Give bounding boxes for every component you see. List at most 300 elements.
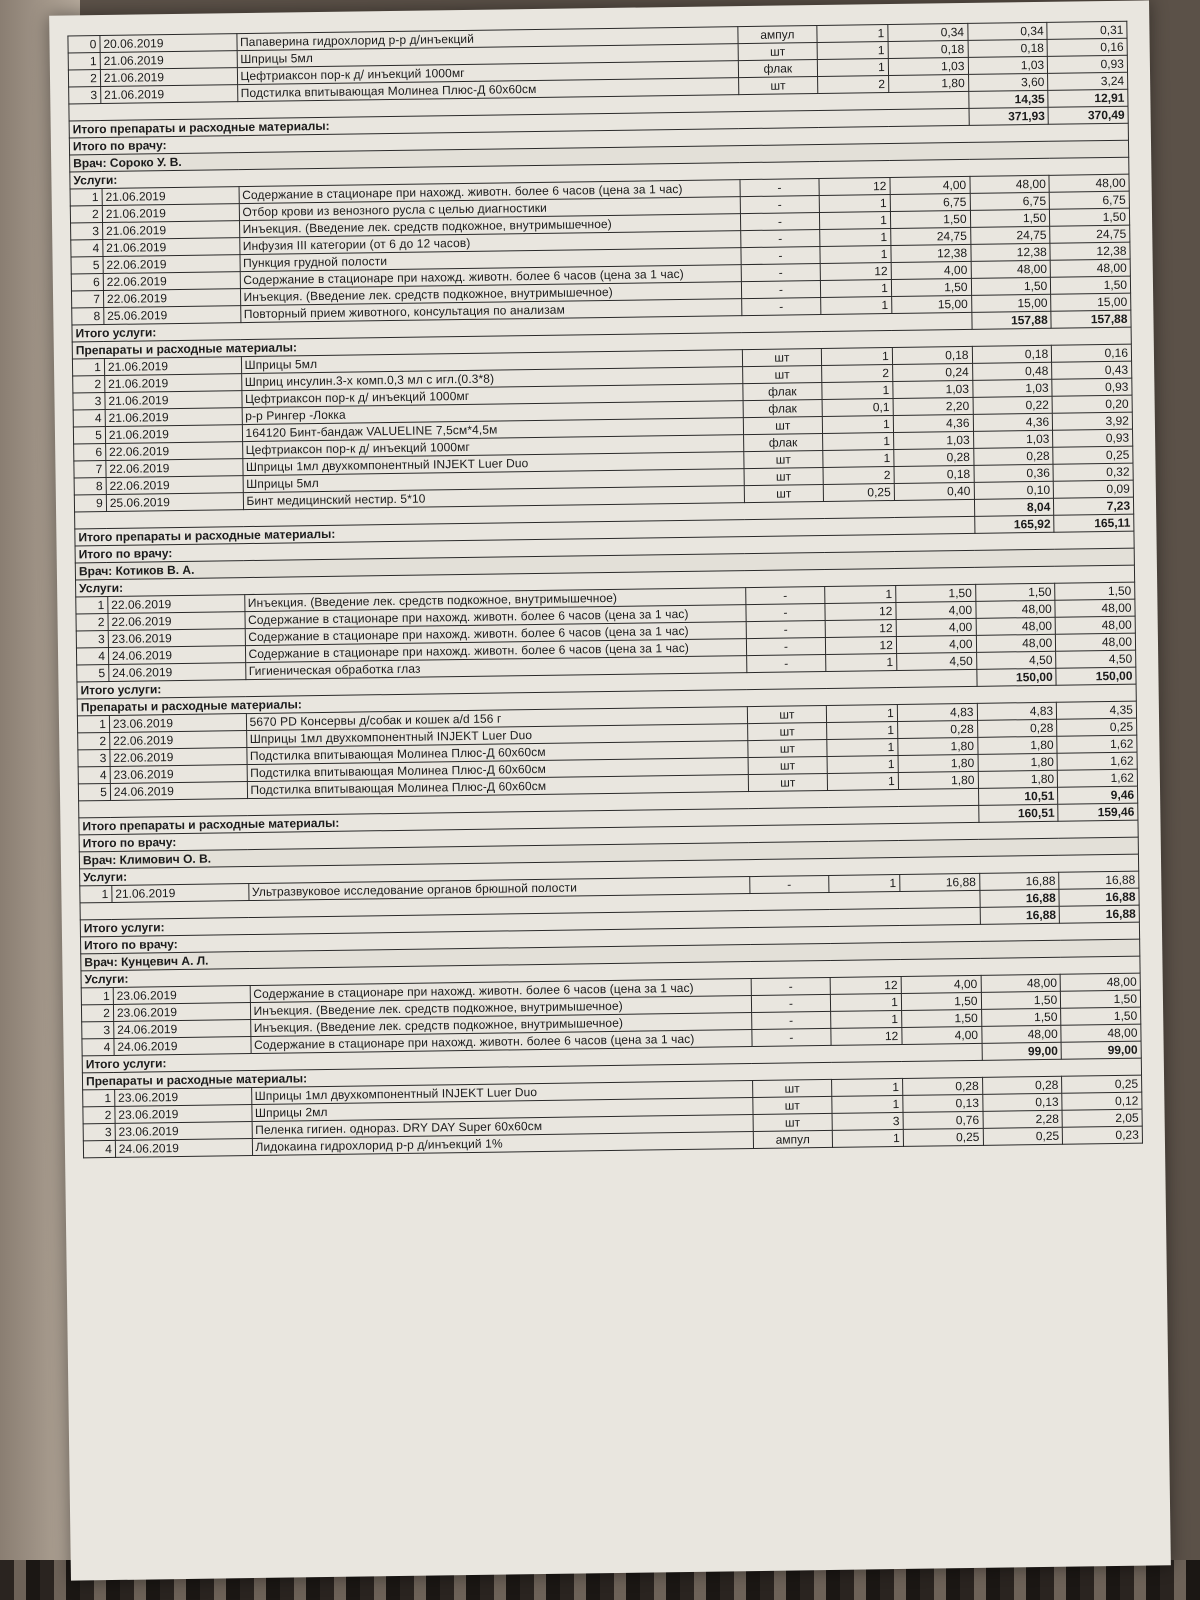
row-pay: 1,50 [1051,276,1131,294]
row-pay: 24,75 [1050,225,1130,243]
row-price: 2,20 [893,397,973,415]
row-quantity: 1 [820,229,891,247]
row-unit: флак [743,433,823,451]
row-index: 4 [83,1140,115,1157]
doctor-total-label: Итого по врачу: [75,531,1134,563]
row-sum: 3,60 [968,73,1048,91]
row-index: 1 [80,885,112,902]
row-unit: - [746,654,826,672]
row-price: 1,50 [901,1009,981,1027]
row-price: 1,50 [890,210,970,228]
row-index: 3 [73,393,105,410]
row-index: 3 [69,87,101,104]
row-price: 24,75 [891,227,971,245]
services-total-sum: 99,00 [982,1042,1062,1060]
row-quantity: 2 [818,76,889,94]
row-name: Лидокаина гидрохлорид р-р д/инъекций 1% [252,1132,753,1156]
row-index: 2 [73,376,105,393]
row-pay: 0,16 [1052,344,1132,362]
row-sum: 1,50 [971,277,1051,295]
row-index: 2 [78,732,110,749]
row-pay: 0,93 [1053,429,1133,447]
row-name: Шприц инсулин.3-х комп.0,3 мл с игл.(0.3*8) [241,367,742,391]
row-index: 1 [76,596,108,613]
services-total-pay: 157,88 [1051,310,1131,328]
row-index: 1 [68,53,100,70]
services-total-pay: 150,00 [1056,667,1136,685]
row-unit: шт [753,1113,833,1131]
row-price: 1,80 [888,74,968,92]
row-price: 0,25 [903,1128,983,1146]
row-pay: 6,75 [1049,191,1129,209]
row-unit: - [740,196,820,214]
row-pay: 0,25 [1062,1075,1142,1093]
row-pay: 48,00 [1055,599,1135,617]
row-price: 6,75 [890,193,970,211]
services-total-pay: 16,88 [1059,905,1139,923]
materials-heading-label: Препараты и расходные материалы: [82,1058,1141,1090]
row-quantity: 12 [820,263,891,281]
row-sum: 1,50 [981,991,1061,1009]
row-date: 23.06.2019 [109,714,246,733]
row-price: 0,40 [894,482,974,500]
row-price: 0,18 [894,465,974,483]
materials-subtotal-pay: 9,46 [1058,786,1138,804]
row-date: 21.06.2019 [105,391,242,410]
row-name: Отбор крови из венозного русла с целью диагностики [239,197,740,221]
row-name: Цефтриаксон пор-к д/ инъекций 1000мг [237,61,738,85]
row-unit: флак [742,382,822,400]
row-quantity: 1 [823,450,894,468]
row-price: 4,83 [897,703,977,721]
row-sum: 0,22 [973,396,1053,414]
row-index: 3 [78,749,110,766]
row-date: 24.06.2019 [115,1139,252,1158]
row-date: 21.06.2019 [112,884,249,903]
row-name: Инъекция. (Введение лек. средств подкожное, внутримышечное) [250,996,751,1020]
row-quantity: 1 [817,25,888,43]
row-date: 21.06.2019 [102,204,239,223]
row-index: 1 [72,359,104,376]
row-pay: 2,05 [1062,1109,1142,1127]
row-quantity: 1 [819,195,890,213]
row-price: 4,50 [896,652,976,670]
row-price: 1,80 [898,737,978,755]
row-price: 0,28 [894,448,974,466]
row-sum: 48,00 [981,974,1061,992]
row-quantity: 2 [823,467,894,485]
row-quantity: 1 [820,212,891,230]
row-sum: 1,80 [978,770,1058,788]
row-index: 9 [74,495,106,512]
row-date: 21.06.2019 [100,85,237,104]
row-pay: 48,00 [1050,259,1130,277]
row-unit: - [745,603,825,621]
row-name: Инъекция. (Введение лек. средств подкожное, внутримышечное) [244,588,745,612]
row-date: 21.06.2019 [102,221,239,240]
row-unit: - [740,179,820,197]
row-sum: 0,13 [982,1093,1062,1111]
row-sum: 24,75 [970,226,1050,244]
row-date: 22.06.2019 [110,731,247,750]
row-name: Гигиеническая обработка глаз [245,656,746,680]
row-name: Подстилка впитывающая Молинеа Плюс-Д 60х60см [247,758,748,782]
row-pay: 48,00 [1049,174,1129,192]
row-index: 5 [78,783,110,800]
row-name: Содержание в стационаре при нахожд. животн. более 6 часов (цена за 1 час) [240,265,741,289]
row-date: 25.06.2019 [104,306,241,325]
services-total-label: Итого услуги: [80,907,980,937]
row-name: Шприцы 5мл [241,350,742,374]
row-date: 23.06.2019 [113,1003,250,1022]
row-index: 2 [76,613,108,630]
row-price: 15,00 [891,295,971,313]
row-price: 16,88 [900,873,980,891]
row-date: 22.06.2019 [106,459,243,478]
row-unit: - [749,875,829,893]
row-unit: - [740,213,820,231]
row-unit: - [751,1028,831,1046]
row-pay: 1,62 [1057,752,1137,770]
row-index: 6 [71,274,103,291]
row-index: 2 [70,206,102,223]
row-price: 12,38 [891,244,971,262]
row-index: 2 [83,1106,115,1123]
services-heading-label: Услуги: [70,157,1129,189]
row-unit: - [745,586,825,604]
row-quantity: 1 [825,585,896,603]
row-index: 7 [71,291,103,308]
row-pay: 3,24 [1048,72,1128,90]
services-total-label: Итого услуги: [77,669,977,699]
row-price: 0,24 [892,363,972,381]
row-name: Шприцы 2мл [251,1098,752,1122]
row-unit: шт [738,77,818,95]
row-pay: 4,50 [1056,650,1136,668]
row-index: 3 [71,223,103,240]
row-unit: шт [747,722,827,740]
row-unit: шт [752,1079,832,1097]
doctor-header-label: Врач: Климович О. В. [79,837,1138,869]
materials-heading-label: Препараты и расходные материалы: [77,684,1136,716]
row-unit: шт [748,773,828,791]
row-quantity: 12 [825,619,896,637]
row-sum: 15,00 [971,294,1051,312]
row-name: Инъекция. (Введение лек. средств подкожное, внутримышечное) [240,282,741,306]
row-unit: шт [743,416,823,434]
row-date: 25.06.2019 [106,493,243,512]
row-index: 1 [77,715,109,732]
row-index: 1 [81,987,113,1004]
row-price: 0,28 [902,1077,982,1095]
row-pay: 0,25 [1053,446,1133,464]
row-price: 1,50 [896,584,976,602]
row-name: Повторный прием животного, консультация по анализам [240,299,741,323]
row-quantity: 2 [822,365,893,383]
row-date: 23.06.2019 [115,1122,252,1141]
row-date: 24.06.2019 [108,646,245,665]
row-date: 21.06.2019 [103,238,240,257]
row-quantity: 1 [823,433,894,451]
row-unit: ампул [753,1130,833,1148]
row-name: Содержание в стационаре при нахожд. животн. более 6 часов (цена за 1 час) [239,180,740,204]
row-date: 20.06.2019 [100,34,237,53]
row-price: 1,50 [891,278,971,296]
row-index: 1 [70,189,102,206]
row-sum: 16,88 [979,872,1059,890]
row-index: 5 [73,427,105,444]
row-unit: - [746,637,826,655]
row-price: 1,80 [898,754,978,772]
row-date: 22.06.2019 [105,442,242,461]
row-name: Содержание в стационаре при нахожд. животн. более 6 часов (цена за 1 час) [245,639,746,663]
row-name: Цефтриаксон пор-к д/ инъекций 1000мг [242,435,743,459]
row-name: Содержание в стационаре при нахожд. животн. более 6 часов (цена за 1 час) [244,605,745,629]
row-price: 1,03 [893,431,973,449]
doctor-total-label: Итого по врачу: [79,820,1138,852]
row-date: 24.06.2019 [114,1020,251,1039]
row-date: 24.06.2019 [110,782,247,801]
row-unit: - [740,230,820,248]
row-sum: 12,38 [970,243,1050,261]
row-name: р-р Рингер -Локка [242,401,743,425]
row-name: 5670 PD Консервы д/собак и кошек a/d 156 г [246,707,747,731]
row-quantity: 1 [829,874,900,892]
row-pay: 0,25 [1057,718,1137,736]
row-sum: 0,18 [968,39,1048,57]
row-sum: 1,80 [978,753,1058,771]
row-pay: 3,92 [1053,412,1133,430]
row-price: 1,50 [901,992,981,1010]
materials-total-sum: 165,92 [974,515,1054,533]
row-price: 4,36 [893,414,973,432]
row-pay: 0,93 [1048,55,1128,73]
row-quantity: 1 [827,704,898,722]
materials-heading-label: Препараты и расходные материалы: [72,327,1131,359]
row-sum: 0,28 [982,1076,1062,1094]
materials-total-pay: 165,11 [1054,514,1134,532]
row-pay: 1,62 [1057,735,1137,753]
row-price: 4,00 [901,975,981,993]
row-sum: 0,18 [972,345,1052,363]
row-sum: 1,03 [973,430,1053,448]
row-sum: 1,50 [975,583,1055,601]
services-total-sum: 157,88 [971,311,1051,329]
row-date: 21.06.2019 [105,408,242,427]
services-subtotal-pay: 16,88 [1059,888,1139,906]
top-items-subtotal-pay: 12,91 [1048,89,1128,107]
row-quantity: 0,1 [822,399,893,417]
row-date: 22.06.2019 [110,748,247,767]
row-name: Инъекция. (Введение лек. средств подкожное, внутримышечное) [239,214,740,238]
row-date: 21.06.2019 [102,187,239,206]
row-name: Подстилка впитывающая Молинеа Плюс-Д 60х60см [246,741,747,765]
row-price: 4,00 [896,635,976,653]
services-heading-label: Услуги: [80,854,1139,886]
row-price: 0,18 [892,346,972,364]
row-date: 22.06.2019 [103,255,240,274]
row-date: 21.06.2019 [104,357,241,376]
row-quantity: 0,25 [823,484,894,502]
row-date: 24.06.2019 [114,1037,251,1056]
row-sum: 0,10 [974,481,1054,499]
row-date: 23.06.2019 [115,1105,252,1124]
row-pay: 1,50 [1061,1007,1141,1025]
row-date: 22.06.2019 [103,272,240,291]
row-date: 23.06.2019 [115,1088,252,1107]
row-quantity: 1 [826,653,897,671]
row-name: Подстилка впитывающая Молинеа Плюс-Д 60х60см [237,78,738,102]
row-pay: 0,93 [1052,378,1132,396]
row-sum: 48,00 [976,617,1056,635]
services-heading-label: Услуги: [81,956,1140,988]
row-price: 1,03 [888,57,968,75]
row-date: 21.06.2019 [100,68,237,87]
row-quantity: 1 [828,772,899,790]
row-pay: 48,00 [1056,633,1136,651]
row-pay: 1,62 [1058,769,1138,787]
row-sum: 6,75 [970,192,1050,210]
row-index: 4 [71,240,103,257]
row-date: 22.06.2019 [103,289,240,308]
row-pay: 0,43 [1052,361,1132,379]
row-name: Пункция грудной полости [239,248,740,272]
row-quantity: 1 [833,1129,904,1147]
row-date: 21.06.2019 [105,374,242,393]
row-unit: - [751,977,831,995]
top-materials-total-pay: 370,49 [1048,106,1128,124]
row-name: Шприцы 5мл [243,469,744,493]
top-materials-total-sum: 371,93 [969,107,1049,125]
row-index: 0 [68,36,100,53]
row-price: 4,00 [890,176,970,194]
row-quantity: 1 [831,1010,902,1028]
row-index: 5 [71,257,103,274]
row-name: Подстилка впитывающая Молинеа Плюс-Д 60х60см [247,775,748,799]
row-quantity: 1 [821,297,892,315]
top-materials-total-label: Итого препараты и расходные материалы: [69,108,969,138]
row-name: Содержание в стационаре при нахожд. животн. более 6 часов (цена за 1 час) [250,1030,751,1054]
row-pay: 16,88 [1059,871,1139,889]
row-sum: 0,25 [983,1127,1063,1145]
row-sum: 1,80 [977,736,1057,754]
row-name: Папаверина гидрохлорид р-р д/инъекций [236,27,737,51]
row-unit: - [740,247,820,265]
row-price: 0,13 [903,1094,983,1112]
row-quantity: 1 [827,721,898,739]
doctor-total-label: Итого по врачу: [80,922,1139,954]
row-index: 2 [68,70,100,87]
row-unit: - [746,620,826,638]
row-sum: 0,28 [977,719,1057,737]
row-unit: - [751,994,831,1012]
top-items-subtotal-sum: 14,35 [968,90,1048,108]
invoice-table [67,21,1143,1159]
row-unit: шт [747,705,827,723]
row-name: Шприцы 1мл двухкомпонентный INJEKT Luer Duo [242,452,743,476]
row-quantity: 1 [823,416,894,434]
row-quantity: 1 [821,280,892,298]
row-unit: флак [738,60,818,78]
row-quantity: 1 [822,382,893,400]
doctor-header-label: Врач: Сороко У. В. [70,140,1129,172]
row-sum: 48,00 [976,634,1056,652]
row-name: Шприцы 1мл двухкомпонентный INJEKT Luer Duo [251,1081,752,1105]
row-pay: 48,00 [1061,1024,1141,1042]
row-pay: 4,35 [1057,701,1137,719]
row-unit: шт [742,366,822,384]
row-index: 3 [76,630,108,647]
row-name: Инфузия III категории (от 6 до 12 часов) [239,231,740,255]
row-quantity: 1 [827,738,898,756]
row-index: 5 [77,664,109,681]
row-sum: 48,00 [975,600,1055,618]
doctor-header-label: Врач: Котиков В. А. [75,548,1134,580]
row-sum: 48,00 [970,175,1050,193]
row-pay: 0,32 [1053,463,1133,481]
row-unit: шт [744,467,824,485]
materials-subtotal-sum: 8,04 [974,498,1054,516]
row-index: 4 [82,1038,114,1055]
row-sum: 2,28 [983,1110,1063,1128]
row-index: 8 [72,308,104,325]
row-pay: 1,50 [1061,990,1141,1008]
row-quantity: 1 [832,1078,903,1096]
row-unit: - [741,281,821,299]
row-sum: 0,28 [973,447,1053,465]
row-sum: 1,50 [981,1008,1061,1026]
row-sum: 0,48 [972,362,1052,380]
materials-total-pay: 159,46 [1058,803,1138,821]
row-unit: шт [747,739,827,757]
row-sum: 4,36 [973,413,1053,431]
row-quantity: 1 [831,993,902,1011]
row-price: 0,18 [888,40,968,58]
row-price: 4,00 [896,601,976,619]
row-pay: 0,16 [1047,38,1127,56]
row-name: Пеленка гигиен. однораз. DRY DAY Super 60х60см [252,1115,753,1139]
row-price: 1,03 [893,380,973,398]
row-quantity: 1 [822,348,893,366]
row-unit: шт [744,484,824,502]
row-pay: 0,23 [1062,1126,1142,1144]
row-date: 23.06.2019 [108,629,245,648]
row-price: 1,80 [898,771,978,789]
row-pay: 0,20 [1052,395,1132,413]
row-unit: шт [748,756,828,774]
row-quantity: 1 [817,42,888,60]
row-unit: - [741,298,821,316]
row-name: 164120 Бинт-бандаж VALUELINE 7,5см*4,5м [242,418,743,442]
row-quantity: 12 [830,976,901,994]
row-date: 23.06.2019 [113,986,250,1005]
row-unit: флак [743,399,823,417]
row-index: 3 [83,1123,115,1140]
services-total-label: Итого услуги: [72,312,972,342]
row-pay: 0,31 [1047,21,1127,39]
row-index: 4 [76,647,108,664]
doctor-header-label: Врач: Кунцевич А. Л. [81,939,1140,971]
row-unit: ампул [737,26,817,44]
row-date: 22.06.2019 [108,612,245,631]
services-total-sum: 150,00 [976,668,1056,686]
row-name: Шприцы 1мл двухкомпонентный INJEKT Luer Duo [246,724,747,748]
row-sum: 0,34 [967,22,1047,40]
services-heading-label: Услуги: [76,565,1135,597]
row-quantity: 12 [831,1027,902,1045]
row-price: 0,76 [903,1111,983,1129]
row-date: 21.06.2019 [105,425,242,444]
